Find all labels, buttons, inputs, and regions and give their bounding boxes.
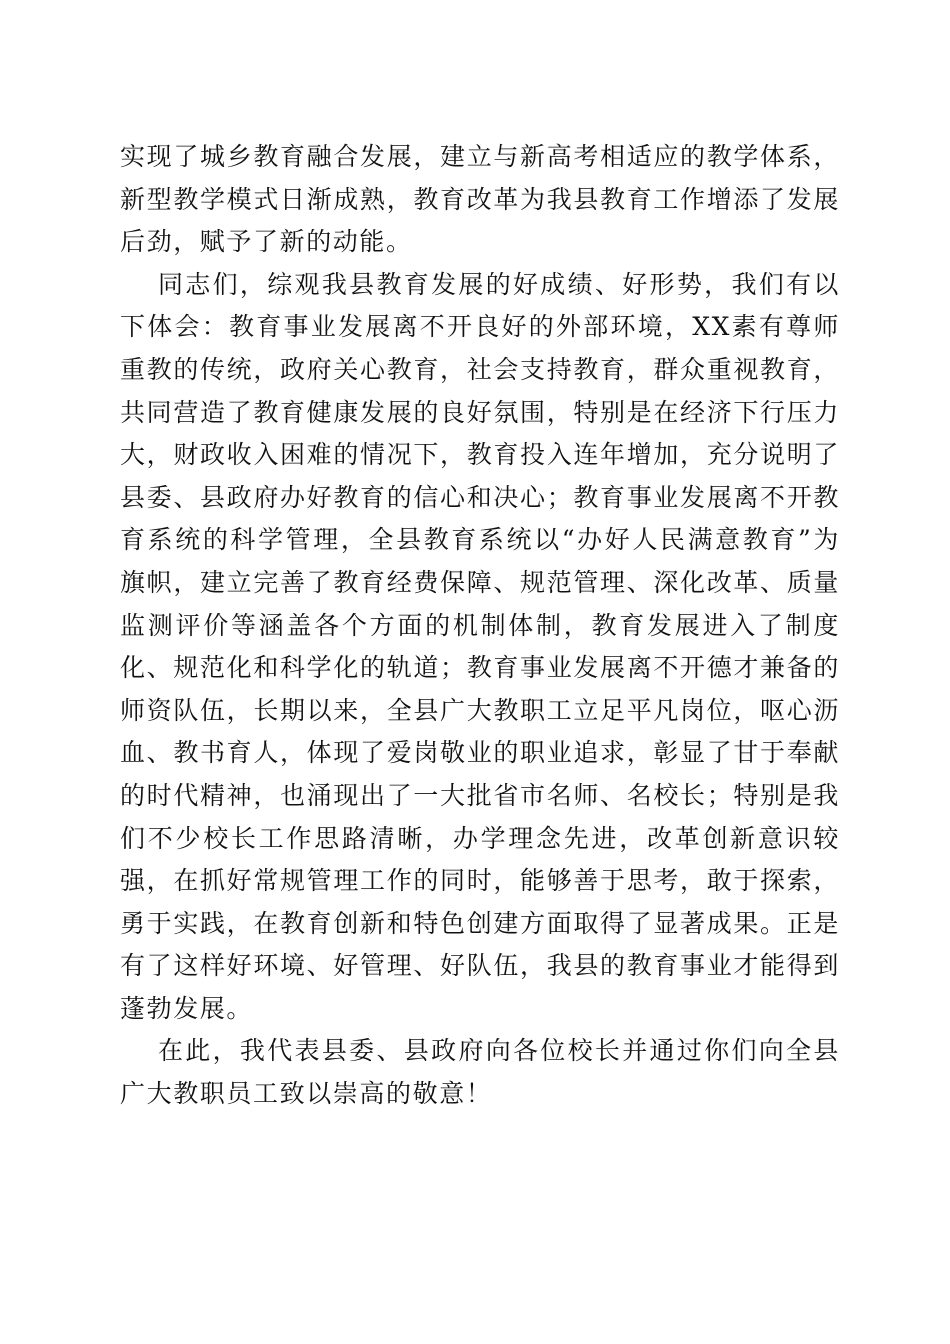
document-body: [120, 136, 840, 1116]
paragraph-reflections: 同志们，综观我县教育发展的好成绩、好形势，我们有以下体会：教育事业发展离不开良好的外部环境，XX素有尊师重教的传统，政府关心教育，社会支持教育，群众重视教育，共同营造了教育健康发展的良好氛围，特别是在经济下行压力大，财政收入困难的情况下，教育投入连年增加，充分说明了县委、县政府办好教育的信心和决心；教育事业发展离不开教育系统的科学管理，全县教育系统以“办好人民满意教育”为旗帜，建立完善了教育经费保障、规范管理、深化改革、质量监测评价等涵盖各个方面的机制体制，教育发展进入了制度化、规范化和科学化的轨道；教育事业发展离不开德才兼备的师资队伍，长期以来，全县广大教职工立足平凡岗位，呕心沥血、教书育人，体现了爱岗敬业的职业追求，彰显了甘于奉献的时代精神，也涌现出了一大批省市名师、名校长；特别是我们不少校长工作思路清晰，办学理念先进，改革创新意识较强，在抓好常规管理工作的同时，能够善于思考，敢于探索，勇于实践，在教育创新和特色创建方面取得了显著成果。正是有了这样好环境、好管理、好队伍，我县的教育事业才能得到蓬勃发展。: [120, 269, 840, 1023]
paragraph-tribute: 在此，我代表县委、县政府向各位校长并通过你们向全县广大教职员工致以崇高的敬意！: [120, 1036, 840, 1109]
paragraph-continuation: 实现了城乡教育融合发展，建立与新高考相适应的教学体系，新型教学模式日渐成熟，教育改革为我县教育工作增添了发展后劲，赋予了新的动能。: [120, 142, 840, 257]
